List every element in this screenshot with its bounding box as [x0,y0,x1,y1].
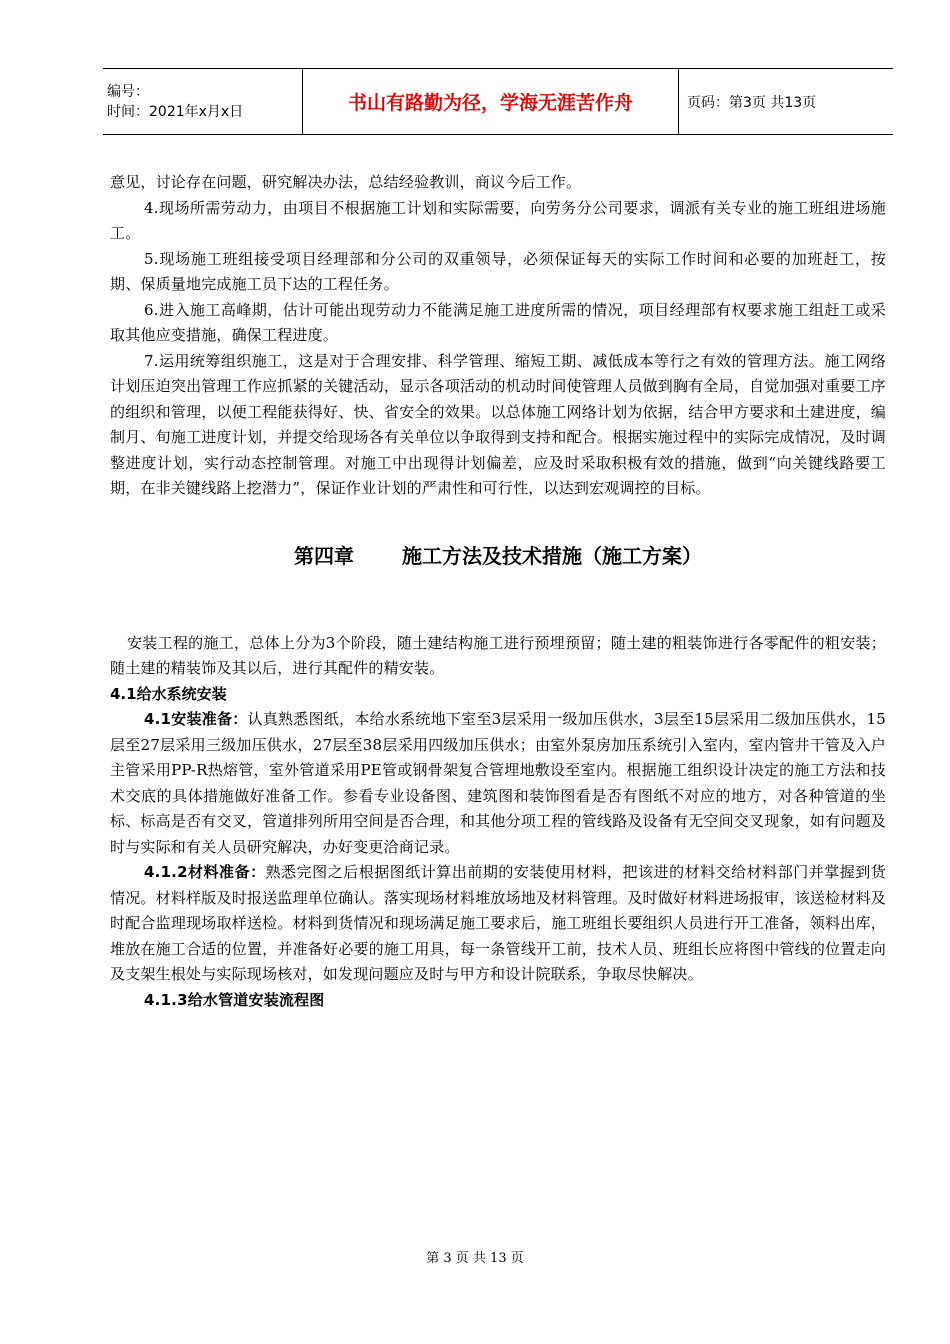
subsection-text-4-1-1: 认真熟悉图纸，本给水系统地下室至3层采用一级加压供水，3层至15层采用二级加压供水，15层至27层采用三级加压供水，27层至38层采用四级加压供水；由室外泵房加压系统引入室内，室内管井干管及入户主管采用PP-R热熔管，室外管道采用PE管或钢骨架复合管埋地敷设至室内。根据施工组织设计决定的施工方法和技术交底的具体措施做好准备工作。参看专业设备图、建筑图和装饰图看是否有图纸不对应的地方，对各种管道的坐标、标高是否有交叉，管道排列所用空间是否合理，和其他分项工程的管线路及设备有无空间交叉现象，如有问题及时与实际和有关人员研究解决，办好变更洽商记录。 [110,710,886,856]
chapter-intro: 安装工程的施工，总体上分为3个阶段，随土建结构施工进行预埋预留；随土建的粗装饰进行各零配件的粗安装；随土建的精装饰及其以后，进行其配件的精安装。 [110,633,886,677]
subsection-text-4-1-2: 熟悉完图之后根据图纸计算出前期的安装使用材料，把该进的材料交给材料部门并掌握到货情况。材料样版及时报送监理单位确认。落实现场材料堆放场地及材料管理。及时做好材料进场报审，该送检材料及时配合监理现场取样送检。材料到货情况和现场满足施工要求后，施工班组长要组织人员进行开工准备，领料出库，堆放在施工合适的位置，并准备好必要的施工用具，每一条管线开工前，技术人员、班组长应将图中管线的位置走向及支架生根处与实际现场核对，如发现问题应及时与甲方和设计院联系，争取尽快解决。 [110,863,886,983]
header-meta [103,69,303,134]
page-footer: 第 3 页 共 13 页 [426,1251,524,1266]
chapter-title: 施工方法及技术措施（施工方案） [402,543,702,568]
paragraph-4-1-2 [110,860,886,988]
subsection-title-4-1-2: 4.1.2材料准备： [144,863,266,881]
paragraph-item-6: 6.进入施工高峰期，估计可能出现劳动力不能满足施工进度所需的情况，项目经理部有权要求施工组赶工或采取其他应变措施，确保工程进度。 [110,300,886,344]
page-header [103,68,893,135]
header-motto: 书山有路勤为径，学海无涯苦作舟 [347,92,633,114]
section-heading-4-1: 4.1给水系统安装 [110,684,227,703]
paragraph-item-5: 5.现场施工班组接受项目经理部和分公司的双重领导，必须保证每天的实际工作时间和必要的加班赶工，按期、保质量地完成施工员下达的工程任务。 [110,249,886,293]
chapter-number: 第四章 [294,543,354,568]
header-motto-cell [303,69,679,134]
header-page-cell [679,69,893,134]
document-number-label: 编号： [107,83,149,100]
paragraph-item-4: 4.现场所需劳动力，由项目不根据施工计划和实际需要，向劳务分公司要求，调派有关专业的施工班组进场施工。 [110,198,886,242]
document-body [110,170,886,1013]
document-time-label: 时间：2021年x月x日 [107,103,244,120]
paragraph-continuation: 意见，讨论存在问题，研究解决办法，总结经验教训，商议今后工作。 [110,173,582,191]
header-page-label: 页码：第3页 共13页 [687,94,817,111]
chapter-heading [110,540,886,569]
paragraph-item-7: 7.运用统筹组织施工，这是对于合理安排、科学管理、缩短工期、减低成本等行之有效的管理方法。施工网络计划压迫突出管理工作应抓紧的关键活动，显示各项活动的机动时间使管理人员做到胸有全局，自觉加强对重要工序的组织和管理，以便工程能获得好、快、省安全的效果。以总体施工网络计划为依据，结合甲方要求和土建进度，编制月、旬施工进度计划，并提交给现场各有关单位以争取得到支持和配合。根据实施过程中的实际完成情况，及时调整进度计划，实行动态控制管理。对施工中出现得计划偏差，应及时采取积极有效的措施，做到“向关键线路要工期，在非关键线路上挖潜力”，保证作业计划的严肃性和可行性，以达到宏观调控的目标。 [110,351,886,497]
subsection-title-4-1-1: 4.1安装准备： [144,710,248,728]
subsection-title-4-1-3: 4.1.3给水管道安装流程图 [144,990,325,1009]
paragraph-4-1-1 [110,707,886,860]
